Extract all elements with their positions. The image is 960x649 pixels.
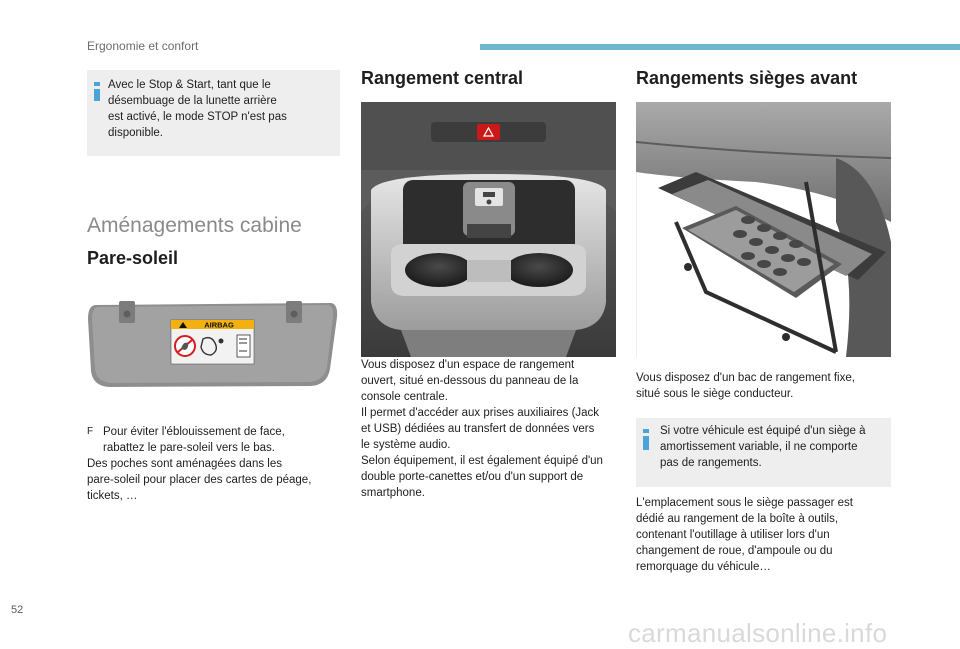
jack-port-icon [487, 200, 492, 205]
info-icon [643, 429, 649, 450]
central-console-illustration [361, 102, 616, 357]
pare-soleil-text: F Pour éviter l'éblouissement de face, rabattez le pare-soleil vers le bas. Des poches sont aménagées dans les pare-soleil pour placer des cartes de péage, tickets, … [87, 424, 342, 504]
seat-storage-illustration [636, 102, 891, 357]
watermark: carmanualsonline.info [628, 618, 888, 648]
usb-port-icon [483, 192, 495, 197]
info-note-box [87, 70, 340, 156]
bullet-item: F Pour éviter l'éblouissement de face, [87, 426, 285, 438]
info-note-seat-text: Si votre véhicule est équipé d'un siège à amortissement variable, il ne comporte pas de rangements. [660, 425, 866, 469]
sieges-avant-text-1: Vous disposez d'un bac de rangement fixe, situé sous le siège conducteur. [636, 372, 855, 400]
sunvisor-illustration [87, 295, 340, 395]
info-note-box-seat [636, 418, 891, 487]
heading-amenagements-cabine: Aménagements cabine [87, 214, 302, 237]
info-icon [94, 82, 100, 101]
heading-pare-soleil: Pare-soleil [87, 248, 179, 268]
section-label: Ergonomie et confort [87, 39, 199, 53]
rangement-central-text: Vous disposez d'un espace de rangement ouvert, situé en-dessous du panneau de la console centrale. Il permet d'accéder aux prises auxiliaires (Jack et USB) dédiées au transfert de données vers le système audio. Selon équipement, il est également équipé d'un double porte-canettes et/ou d'un support de smartphone. [361, 359, 603, 499]
sieges-avant-text-2: L'emplacement sous le siège passager est dédié au rangement de la boîte à outils, contenant l'outillage à utiliser lors d'un changement de roue, d'ampoule ou du remorquage du véhicule… [636, 497, 853, 573]
page-number: 52 [11, 604, 24, 616]
sunvisor-airbag-label: AIRBAG [204, 320, 234, 330]
bullet-symbol: F [87, 426, 94, 437]
info-note-text: Avec le Stop & Start, tant que le désembuage de la lunette arrière est activé, le mode STOP n'est pas disponible. [108, 79, 287, 139]
section-accent-bar [480, 44, 960, 50]
cup-holder-left [405, 253, 473, 287]
heading-rangements-sieges-avant: Rangements sièges avant [636, 68, 858, 88]
heading-rangement-central: Rangement central [361, 68, 524, 88]
cup-holder-right [505, 253, 573, 287]
